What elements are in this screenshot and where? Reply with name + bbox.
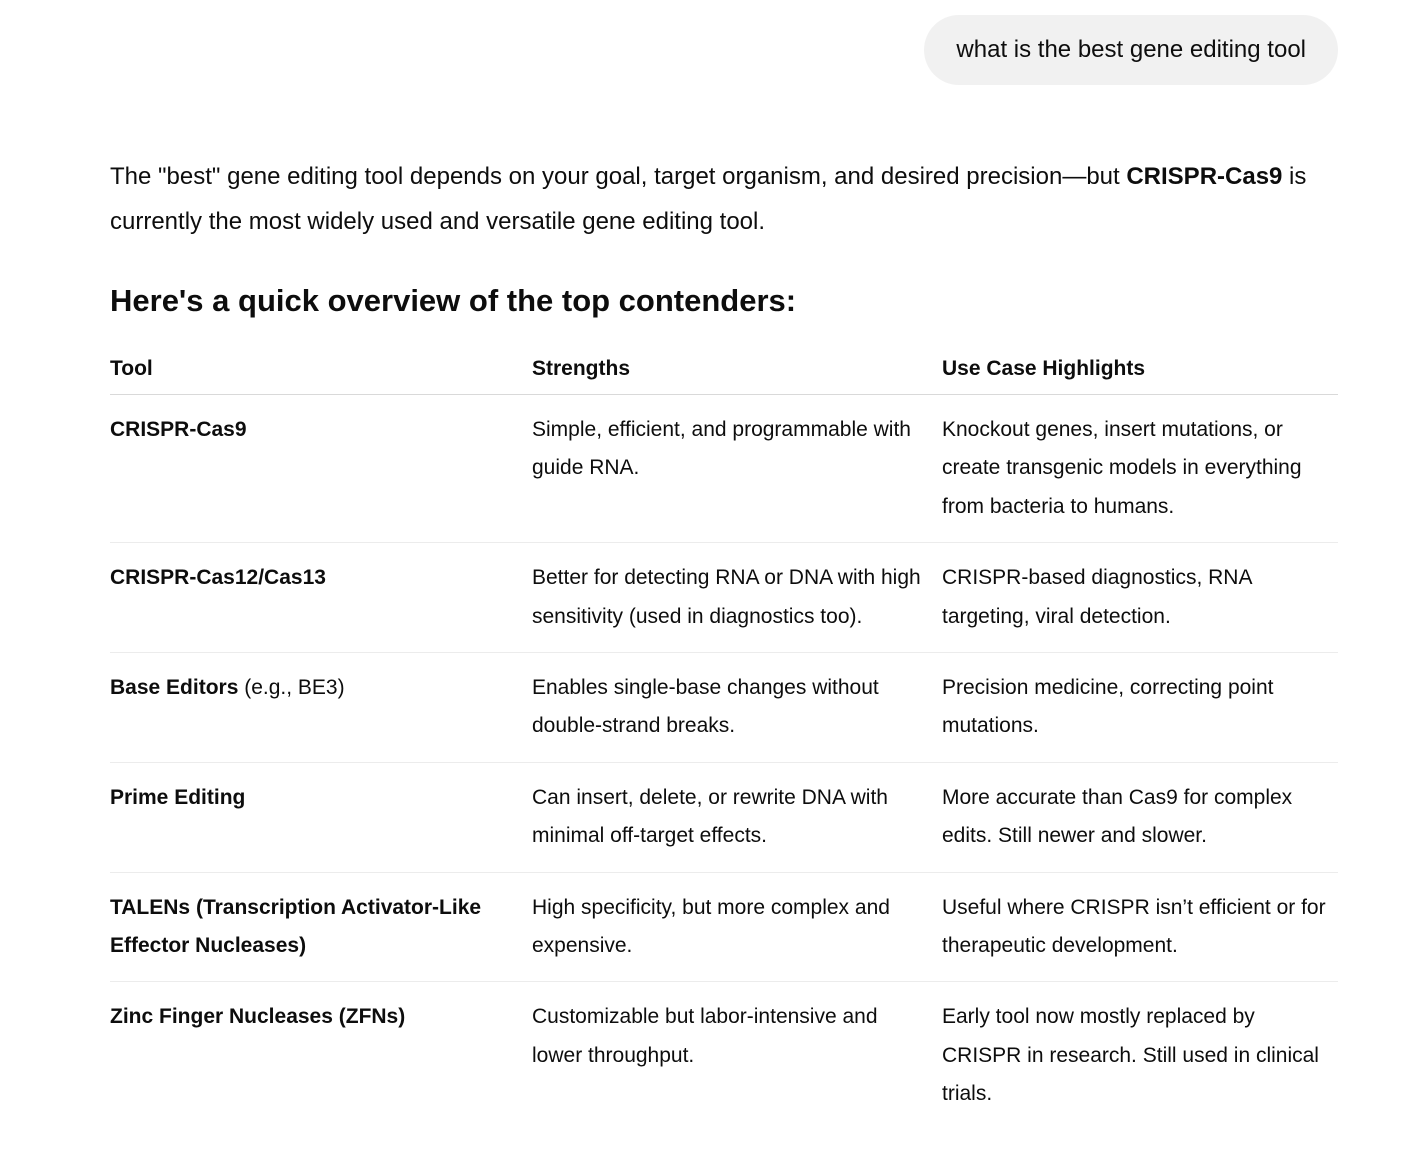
- table-row: [110, 762, 1338, 872]
- table-row: [110, 653, 1338, 763]
- tool-name: Prime Editing: [110, 785, 246, 809]
- overview-heading: Here's a quick overview of the top contenders:: [110, 283, 797, 318]
- intro-text-part1: The "best" gene editing tool depends on your goal, target organism, and desired precision—but: [110, 163, 1127, 190]
- table-row: [110, 543, 1338, 653]
- gene-editing-tools-table: [110, 350, 1338, 1130]
- table-header-row: [110, 350, 1338, 395]
- use-case-cell: CRISPR-based diagnostics, RNA targeting, viral detection.: [942, 543, 1338, 653]
- tool-name: TALENs (Transcription Activator-Like Effector Nucleases): [110, 895, 482, 958]
- strengths-cell: High specificity, but more complex and expensive.: [532, 872, 942, 982]
- strengths-cell: Can insert, delete, or rewrite DNA with minimal off-target effects.: [532, 762, 942, 872]
- column-header-strengths: Strengths: [532, 350, 942, 395]
- tool-cell: [110, 653, 532, 763]
- tool-name: CRISPR-Cas9: [110, 418, 247, 441]
- tool-note: (e.g., BE3): [238, 676, 345, 700]
- use-case-cell: Precision medicine, correcting point mutations.: [942, 653, 1338, 763]
- tool-name: Zinc Finger Nucleases (ZFNs): [110, 1005, 406, 1029]
- strengths-cell: Better for detecting RNA or DNA with high sensitivity (used in diagnostics too).: [532, 543, 942, 653]
- tool-cell: [110, 872, 532, 982]
- use-case-cell: Useful where CRISPR isn’t efficient or for therapeutic development.: [942, 872, 1338, 982]
- tool-cell: [110, 395, 532, 543]
- tool-cell: [110, 543, 532, 653]
- strengths-cell: Enables single-base changes without double-strand breaks.: [532, 653, 942, 763]
- strengths-cell: Simple, efficient, and programmable with guide RNA.: [532, 395, 942, 543]
- use-case-cell: Knockout genes, insert mutations, or create transgenic models in everything from bacteria to humans.: [942, 395, 1338, 543]
- assistant-answer: [110, 154, 1338, 1130]
- column-header-use-case: Use Case Highlights: [942, 350, 1338, 395]
- table-row: [110, 982, 1338, 1130]
- user-message-bubble: what is the best gene editing tool: [924, 15, 1338, 85]
- intro-bold-crispr-cas9: CRISPR-Cas9: [1126, 163, 1283, 190]
- table-row: [110, 395, 1338, 543]
- use-case-cell: Early tool now mostly replaced by CRISPR in research. Still used in clinical trials.: [942, 1005, 1319, 1106]
- tool-name: CRISPR-Cas12/Cas13: [110, 566, 326, 590]
- table-row: [110, 872, 1338, 982]
- strengths-cell: Customizable but labor-intensive and lower throughput.: [532, 1005, 878, 1067]
- tool-cell: [110, 982, 532, 1130]
- column-header-tool: Tool: [110, 350, 532, 395]
- intro-text-part2: is currently the most widely used and versatile gene editing tool.: [110, 163, 1307, 235]
- use-case-cell: More accurate than Cas9 for complex edits. Still newer and slower.: [942, 762, 1338, 872]
- tool-name: Base Editors: [110, 676, 239, 700]
- answer-intro: [110, 154, 1338, 244]
- tool-cell: [110, 762, 532, 872]
